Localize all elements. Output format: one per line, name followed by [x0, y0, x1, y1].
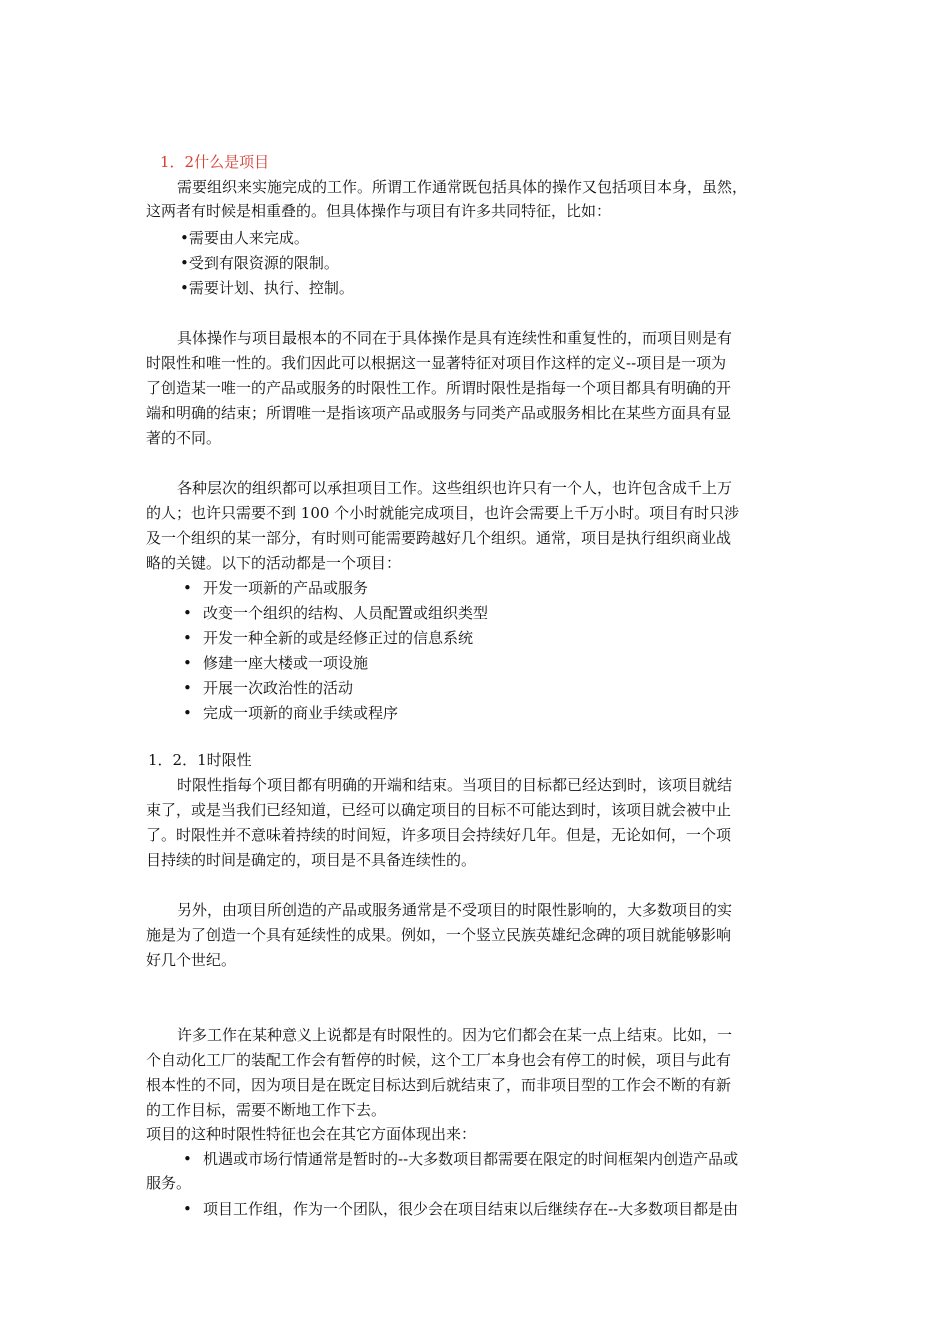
- paragraph-line: 项目的这种时限性特征也会在其它方面体现出来：: [146, 1125, 477, 1143]
- paragraph-line: 著的不同。: [146, 429, 222, 447]
- bullet-mark: •: [183, 704, 192, 722]
- paragraph-line: 各种层次的组织都可以承担项目工作。这些组织也许只有一个人，也许包含成千上万: [177, 479, 733, 497]
- bullet-mark: •: [183, 1200, 192, 1218]
- paragraph-line: 具体操作与项目最根本的不同在于具体操作是具有连续性和重复性的，而项目则是有: [177, 329, 733, 347]
- bullet-mark: •: [183, 679, 192, 697]
- paragraph-line: 及一个组织的某一部分，有时则可能需要跨越好几个组织。通常，项目是执行组织商业战: [146, 529, 732, 547]
- paragraph-line: 束了，或是当我们已经知道，已经可以确定项目的目标不可能达到时，该项目就会被中止: [146, 801, 732, 819]
- bullet-text: 修建一座大楼或一项设施: [203, 654, 369, 672]
- bullet-mark: •: [183, 629, 192, 647]
- bullet-item: •需要由人来完成。: [180, 229, 309, 247]
- bullet-item: [183, 1199, 738, 1219]
- bullet-item: [183, 603, 488, 623]
- paragraph-line: 目持续的时间是确定的，项目是不具备连续性的。: [146, 851, 477, 869]
- paragraph-line: 时限性和唯一性的。我们因此可以根据这一显著特征对项目作这样的定义--项目是一项为: [146, 354, 727, 372]
- paragraph-line: 了。时限性并不意味着持续的时间短，许多项目会持续好几年。但是，无论如何，一个项: [146, 826, 732, 844]
- bullet-item: [183, 653, 368, 673]
- paragraph-line: 这两者有时候是相重叠的。但具体操作与项目有许多共同特征，比如：: [146, 202, 612, 220]
- paragraph-line: 略的关键。以下的活动都是一个项目：: [146, 554, 402, 572]
- subsection-title: 1．2．1时限性: [148, 751, 252, 769]
- paragraph-line: 许多工作在某种意义上说都是有时限性的。因为它们都会在某一点上结束。比如，一: [177, 1026, 733, 1044]
- paragraph-line: 的人；也许只需要不到 100 个小时就能完成项目，也许会需要上千万小时。项目有时只涉: [146, 504, 740, 522]
- paragraph-line: 的工作目标，需要不断地工作下去。: [146, 1101, 387, 1119]
- bullet-text: 开发一种全新的或是经修正过的信息系统: [203, 629, 474, 647]
- bullet-text: 开展一次政治性的活动: [203, 679, 354, 697]
- bullet-item: [183, 578, 368, 598]
- bullet-mark: •: [183, 604, 192, 622]
- bullet-item: [183, 678, 353, 698]
- bullet-mark: •: [183, 1150, 192, 1168]
- bullet-mark: •: [183, 654, 192, 672]
- bullet-item: •受到有限资源的限制。: [180, 254, 339, 272]
- paragraph-line: 时限性指每个项目都有明确的开端和结束。当项目的目标都已经达到时，该项目就结: [177, 776, 733, 794]
- paragraph-line: 了创造某一唯一的产品或服务的时限性工作。所谓时限性是指每一个项目都具有明确的开: [146, 379, 732, 397]
- section-title: 1．2什么是项目: [160, 153, 270, 171]
- bullet-mark: •: [183, 579, 192, 597]
- paragraph-line: 端和明确的结束；所谓唯一是指该项产品或服务与同类产品或服务相比在某些方面具有显: [146, 404, 732, 422]
- paragraph-line: 个自动化工厂的装配工作会有暂停的时候，这个工厂本身也会有停工的时候，项目与此有: [146, 1051, 732, 1069]
- bullet-item: [183, 628, 473, 648]
- paragraph-line: 需要组织来实施完成的工作。所谓工作通常既包括具体的操作又包括项目本身，虽然，: [177, 178, 748, 196]
- paragraph-line: 好几个世纪。: [146, 951, 237, 969]
- bullet-text: 项目工作组，作为一个团队，很少会在项目结束以后继续存在--大多数项目都是由: [203, 1200, 739, 1218]
- bullet-continuation: 服务。: [146, 1174, 192, 1192]
- bullet-text: 改变一个组织的结构、人员配置或组织类型: [203, 604, 489, 622]
- bullet-text: 机遇或市场行情通常是暂时的--大多数项目都需要在限定的时间框架内创造产品或: [203, 1150, 739, 1168]
- bullet-item: •需要计划、执行、控制。: [180, 279, 354, 297]
- paragraph-line: 根本性的不同，因为项目是在既定目标达到后就结束了，而非项目型的工作会不断的有新: [146, 1076, 732, 1094]
- bullet-text: 开发一项新的产品或服务: [203, 579, 369, 597]
- bullet-text: 完成一项新的商业手续或程序: [203, 704, 399, 722]
- bullet-item: [183, 703, 398, 723]
- paragraph-line: 另外，由项目所创造的产品或服务通常是不受项目的时限性影响的，大多数项目的实: [177, 901, 733, 919]
- bullet-item: [183, 1149, 738, 1169]
- paragraph-line: 施是为了创造一个具有延续性的成果。例如，一个竖立民族英雄纪念碑的项目就能够影响: [146, 926, 732, 944]
